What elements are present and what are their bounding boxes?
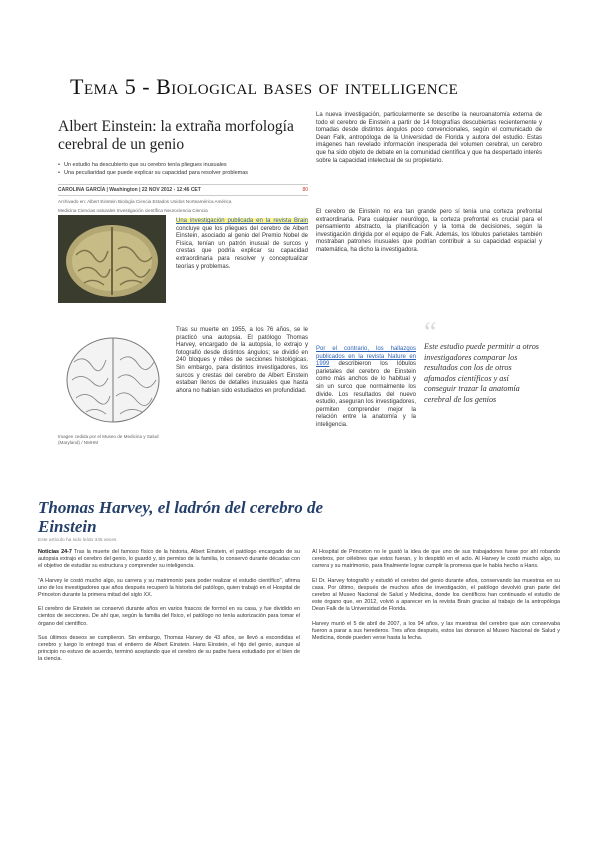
article-paragraph-2: Tras su muerte en 1955, a los 76 años, se le practicó una autopsia. El patólogo Thomas Harvey, encargado de la autopsia, lo extrajo y fotografió desde distintos ángulos; se dividió en 240 bloques y miles de secciones histológicas. Sin embargo, para distintos investigadores, los surcos y crestas del cerebro de Albert Einstein estaban llenos de detalles inusuales que hasta ahora no habían sido estudiados en profundidad. bbox=[176, 327, 308, 394]
study-link[interactable]: Una investigación publicada en la revista Brain bbox=[176, 218, 308, 224]
harvey-paragraph-2: "A Harvey le costó mucho algo, su carrera y su matrimonio para poder realizar el estudio científico", afirma uno de los investigadores que años después recuperó la historia del patólogo, quien trabajó en el Hospital de Princeton durante la primera mitad del siglo XX. bbox=[38, 577, 300, 599]
pull-quote bbox=[424, 317, 542, 405]
quote-mark-icon: “ bbox=[424, 317, 437, 348]
bullet-1: • Un estudio ha descubierto que su cerebro tenía pliegues inusuales bbox=[64, 162, 308, 169]
comment-count[interactable]: 80 bbox=[302, 187, 308, 193]
harvey-paragraph-5: Al Hospital de Princeton no le gustó la idea de que uno de sus trabajadores fuese por ahí robando cerebros, por célebres que estos fueran, y lo despidió en el acto. Al Harvey le costó mucho algo, su carrera y su matrimonio, para finalmente lograr cumplir la promesa que le había hecho a Hans. bbox=[312, 549, 560, 570]
harvey-paragraph-1-text: Tras la muerte del famoso físico de la historia, Albert Einstein, el patólogo encargado de su autopsia extrajo el cerebro del genio, lo guardó y, sin permiso de la familia, lo conservó durante décadas con el objetivo de estudiar su estructura y comprender su inteligencia. bbox=[38, 549, 301, 570]
harvey-headline: Thomas Harvey, el ladrón del cerebro de Einstein bbox=[38, 498, 324, 536]
harvey-paragraph-6: El Dr. Harvey fotografió y estudió el cerebro del genio durante años, conservando las muestras en su casa. Por último, después de muchos años de investigación, el patólogo devolvió gran parte del cerebro al Museo Nacional de Salud y Medicina, donde los científicos han continuado el estudio de este órgano que, en 2012, volvió a aparecer en la revista Brain gracias al trabajo de la antropóloga Dean Falk de la Universidad de Florida. bbox=[312, 577, 560, 613]
tags-row-2: Medicina Ciencias naturales Investigación científica Neurociencia Ciencia bbox=[58, 208, 208, 213]
byline-row bbox=[58, 184, 308, 196]
harvey-lead: Noticias 24-7 bbox=[38, 549, 72, 555]
bullet-2: • Una peculiaridad que puede explicar su capacidad para resolver problemas bbox=[64, 170, 308, 177]
article-headline: Albert Einstein: la extraña morfología cerebral de un genio bbox=[58, 118, 294, 153]
brain-photo bbox=[58, 215, 166, 303]
einstein-article-clipping bbox=[58, 112, 308, 464]
title-lead: T bbox=[70, 74, 84, 99]
brain-diagram bbox=[58, 322, 168, 432]
harvey-paragraph-1 bbox=[38, 549, 300, 571]
title-rest: ema 5 - Biological bases of intelligence bbox=[83, 74, 459, 99]
einstein-article-continued bbox=[316, 112, 544, 462]
harvey-paragraph-4: Sus últimos deseos se cumplieron. Sin embargo, Thomas Harvey de 43 años, se llevó a escondidas el cerebro y luego lo entregó tras el entierro de Albert Einstein. Hans Einstein, el hijo del genio, aunque al principio no estuvo de acuerdo, terminó aceptando que el cerebro de su padre fuera estudiado por el bien de la ciencia. bbox=[38, 634, 300, 663]
read-count: Este artículo ha sido leído 345 veces bbox=[38, 538, 117, 543]
page-title bbox=[70, 74, 540, 100]
image-caption: Imagen cedida por el Museo de Medicina y Salud (Maryland) / NMHM bbox=[58, 434, 159, 445]
harvey-paragraph-7: Harvey murió el 5 de abril de 2007, a los 94 años, y las muestras del cerebro que aún conservaba fueron a parar a sus herederos. Tres años después, estos las donaron al Museo Nacional de Salud y Medicina, donde pueden verse hasta la fecha. bbox=[312, 620, 560, 642]
article-paragraph-1-text: concluye que los pliegues del cerebro de Albert Einstein, asociado al genio del Premio Nobel de Física, tenían un patrón inusual de surcos y crestas que podría explicar su capacidad extraordinaria para resolver y conceptualizar teorías y problemas. bbox=[176, 225, 308, 270]
harvey-paragraph-3: El cerebro de Einstein se conservó durante años en varios frascos de formol en su casa, y fue dividido en cientos de secciones. De ahí que, según la familia del físico, el patólogo no tenía autorización para tomar el órgano del científico. bbox=[38, 606, 300, 627]
tags-row-1: Archivado en: Albert Einstein Biología Ciencia Estados Unidos Norteamérica América bbox=[58, 199, 232, 204]
article-paragraph-3: La nueva investigación, particularmente se describe la neuroanatomía externa de todo el cerebro de Einstein a partir de 14 fotografías descubiertas recientemente y tomadas desde distintos ángulos poco convencionales, según el comunicado de Dean Falk, antropóloga de la Universidad de Florida y autora del estudio. Estas imágenes han revelado información inesperada del volumen cerebral, un cerebro que ha sido objeto de debate en la comunidad científica y que ha despertado interés sobre la capacidad intelectual de su propietario. bbox=[316, 112, 542, 164]
article-paragraph-1 bbox=[176, 218, 308, 271]
article-paragraph-5-text: describieron los lóbulos parietales del cerebro de Einstein como más anchos de lo habitual y sin un surco que normalmente los divide. Los resultados del nuevo estudio, aseguran los investigadores, permiten comprender mejor la relación entre la anatomía y la inteligencia. bbox=[316, 361, 416, 428]
harvey-left-column bbox=[38, 549, 300, 671]
byline: CAROLINA GARCÍA | Washington | 22 NOV 2012 - 12:46 CET bbox=[58, 187, 201, 193]
pull-quote-text: Este estudio puede permitir a otros investigadores comparar los resultados con los de otros afamados científicos y así conseguir trazar la anatomía cerebral de los genios bbox=[424, 342, 539, 404]
article-paragraph-5 bbox=[316, 346, 416, 430]
harvey-right-column bbox=[312, 549, 560, 649]
nature-link[interactable]: Por el contrario, los hallazgos publicados en la revista Nature en 1999 bbox=[316, 346, 416, 368]
article-paragraph-4: El cerebro de Einstein no era tan grande pero sí tenía una corteza prefrontal extraordinaria. Para cualquier neurólogo, la corteza prefrontal es crucial para el pensamiento abstracto, la planificación y la toma de decisiones, según la investigación dirigida por el equipo de Falk. Además, los lóbulos parietales también mostraban patrones inusuales que podrían contribuir a su capacidad espacial y matemática, ha dicho la investigadora. bbox=[316, 209, 542, 253]
